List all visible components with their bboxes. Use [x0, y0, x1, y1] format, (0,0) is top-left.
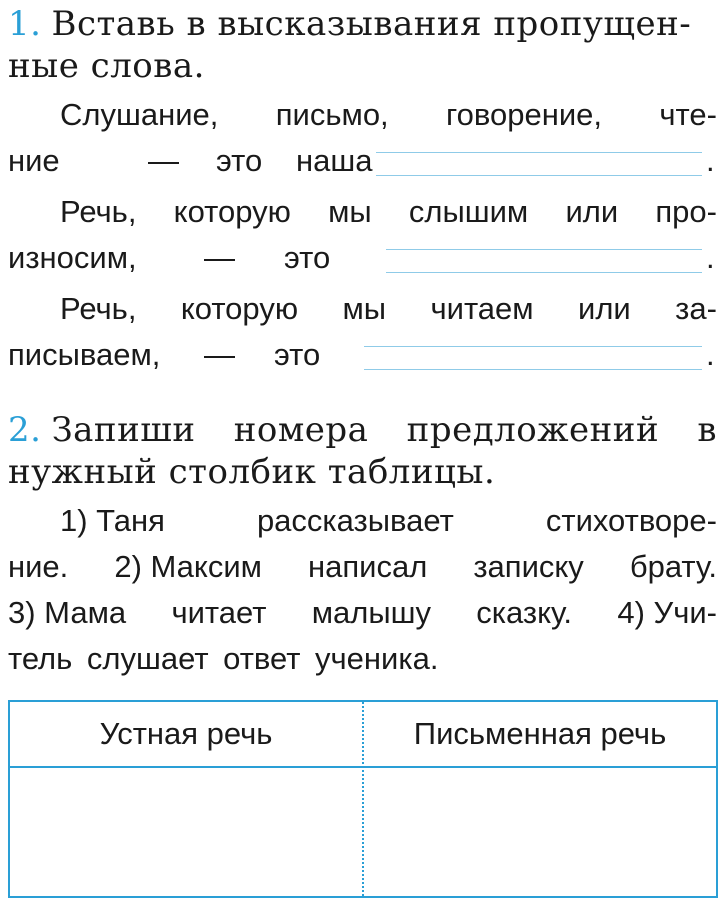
column-header-written: Письменная речь — [413, 716, 667, 751]
word: это — [284, 240, 331, 275]
period: . — [706, 240, 715, 275]
word: записку — [473, 549, 584, 584]
word: говорение, — [446, 97, 603, 132]
sentence-2-line-2 — [8, 235, 717, 281]
word: письмо, — [275, 97, 389, 132]
word: которую — [180, 291, 299, 326]
word: Запиши — [51, 410, 196, 450]
word: 4) Учи- — [617, 595, 717, 630]
word: это — [274, 337, 321, 372]
column-header-oral: Устная речь — [99, 716, 273, 751]
word: 1) Таня — [60, 503, 165, 538]
word: сказку. — [476, 595, 573, 630]
word: читаем — [430, 291, 534, 326]
task-2-heading — [8, 410, 717, 450]
word: — — [204, 337, 235, 372]
task-2-text-line-2 — [8, 544, 717, 590]
task-2-heading-line-2: нужный столбик таблицы. — [8, 452, 496, 492]
task-2-heading-cont — [8, 452, 717, 492]
word: про- — [655, 194, 717, 229]
word: в — [697, 410, 717, 450]
task-2-text-line-4 — [8, 636, 717, 682]
word: — — [148, 143, 179, 178]
word: написал — [308, 549, 428, 584]
answer-blank-3[interactable] — [364, 346, 702, 370]
sentence-1-line-1 — [8, 92, 717, 138]
task-1-heading — [8, 4, 717, 44]
word: ние — [8, 143, 60, 178]
word: малышу — [311, 595, 431, 630]
period: . — [706, 143, 715, 178]
word: 2) Максим — [114, 549, 262, 584]
word: которую — [173, 194, 291, 229]
word: слышим — [408, 194, 529, 229]
task-1-number: 1. — [8, 4, 42, 44]
word: ние. — [8, 549, 69, 584]
word: износим, — [8, 240, 137, 275]
period: . — [706, 337, 715, 372]
task-1-heading-line-1: Вставь в высказывания пропущен- — [51, 4, 692, 44]
task-1-heading-cont — [8, 46, 717, 86]
task-2-text-line-1 — [8, 498, 717, 544]
word: рассказывает — [256, 503, 454, 538]
word: писываем, — [8, 337, 161, 372]
word: Слушание, — [60, 97, 219, 132]
task-1-heading-line-2: ные слова. — [8, 46, 205, 86]
word: читает — [171, 595, 267, 630]
speech-table — [8, 700, 718, 898]
sentence-3-line-2 — [8, 332, 717, 378]
sentence-2-line-1 — [8, 189, 717, 235]
word: Речь, — [60, 291, 137, 326]
word: или — [578, 291, 631, 326]
task-2-text-line-3 — [8, 590, 717, 636]
word: — — [204, 240, 235, 275]
word: стихотворе- — [545, 503, 717, 538]
word: мы — [342, 291, 387, 326]
text-line: тель слушает ответ ученика. — [8, 641, 439, 676]
word: это — [216, 143, 263, 178]
table-cell-oral[interactable] — [10, 768, 362, 896]
sentence-1-line-2 — [8, 138, 717, 184]
answer-blank-2[interactable] — [386, 249, 702, 273]
word: брату. — [629, 549, 717, 584]
word: за- — [675, 291, 717, 326]
word: предложений — [406, 410, 660, 450]
word: мы — [328, 194, 372, 229]
answer-blank-1[interactable] — [376, 152, 702, 176]
word: или — [565, 194, 619, 229]
word: наша — [296, 143, 373, 178]
word: чте- — [659, 97, 717, 132]
task-2-number: 2. — [8, 410, 42, 450]
sentence-3-line-1 — [8, 286, 717, 332]
word: номера — [233, 410, 369, 450]
word: 3) Мама — [8, 595, 127, 630]
table-cell-written[interactable] — [364, 768, 716, 896]
word: Речь, — [60, 194, 137, 229]
